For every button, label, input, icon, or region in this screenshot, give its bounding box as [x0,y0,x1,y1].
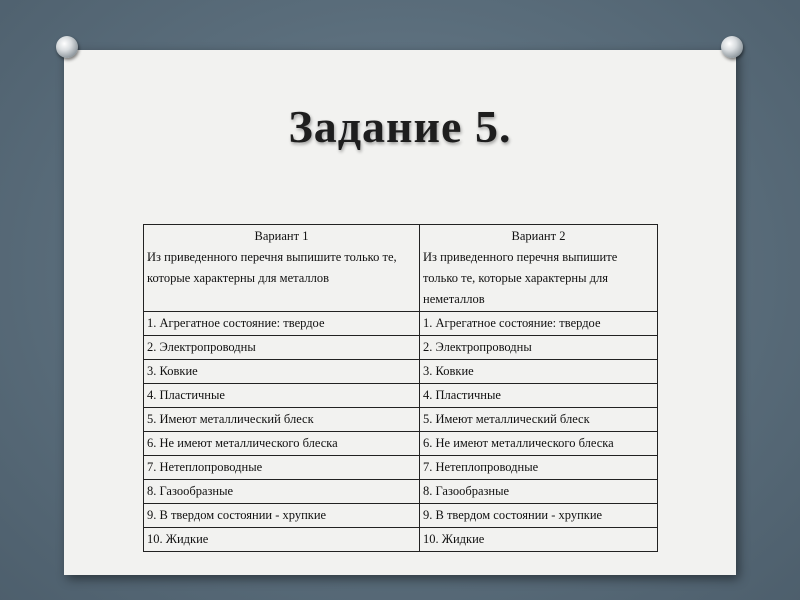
table-row [144,336,658,360]
table-row [144,480,658,504]
variants-table [143,224,658,552]
table-cell-variant-2: 2. Электропроводны [420,336,658,360]
table-row [144,360,658,384]
table-cell-variant-1: 4. Пластичные [144,384,420,408]
table-cell-variant-2: 9. В твердом состоянии - хрупкие [420,504,658,528]
variant-2-title: Вариант 2 [511,229,566,243]
table-cell-variant-2: 6. Не имеют металлического блеска [420,432,658,456]
table-row [144,408,658,432]
variant-1-task: Из приведенного перечня выпишите только те, которые характерны для металлов [147,250,397,285]
table-header-row [144,225,658,312]
pushpin-right-icon [721,36,743,58]
table-row [144,312,658,336]
variant-2-task: Из приведенного перечня выпишите только те, которые характерны для неметаллов [423,250,618,306]
table-cell-variant-1: 6. Не имеют металлического блеска [144,432,420,456]
table-cell-variant-2: 1. Агрегатное состояние: твердое [420,312,658,336]
table-cell-variant-1: 2. Электропроводны [144,336,420,360]
table-cell-variant-1: 3. Ковкие [144,360,420,384]
table-cell-variant-1: 5. Имеют металлический блеск [144,408,420,432]
table-cell-variant-1: 10. Жидкие [144,528,420,552]
table-row [144,528,658,552]
table-cell-variant-2: 7. Нетеплопроводные [420,456,658,480]
table-row [144,384,658,408]
slide-title: Задание 5. [288,101,512,152]
table-body [144,312,658,552]
table-row [144,456,658,480]
header-variant-1 [144,225,420,312]
table-cell-variant-2: 3. Ковкие [420,360,658,384]
pushpin-left-icon [56,36,78,58]
table-row [144,504,658,528]
table-cell-variant-1: 9. В твердом состоянии - хрупкие [144,504,420,528]
table-cell-variant-2: 5. Имеют металлический блеск [420,408,658,432]
table-cell-variant-1: 8. Газообразные [144,480,420,504]
table-cell-variant-1: 1. Агрегатное состояние: твердое [144,312,420,336]
table-row [144,432,658,456]
table-cell-variant-2: 8. Газообразные [420,480,658,504]
header-variant-2 [420,225,658,312]
table-cell-variant-2: 4. Пластичные [420,384,658,408]
table-cell-variant-1: 7. Нетеплопроводные [144,456,420,480]
variant-1-title: Вариант 1 [254,229,309,243]
table-cell-variant-2: 10. Жидкие [420,528,658,552]
